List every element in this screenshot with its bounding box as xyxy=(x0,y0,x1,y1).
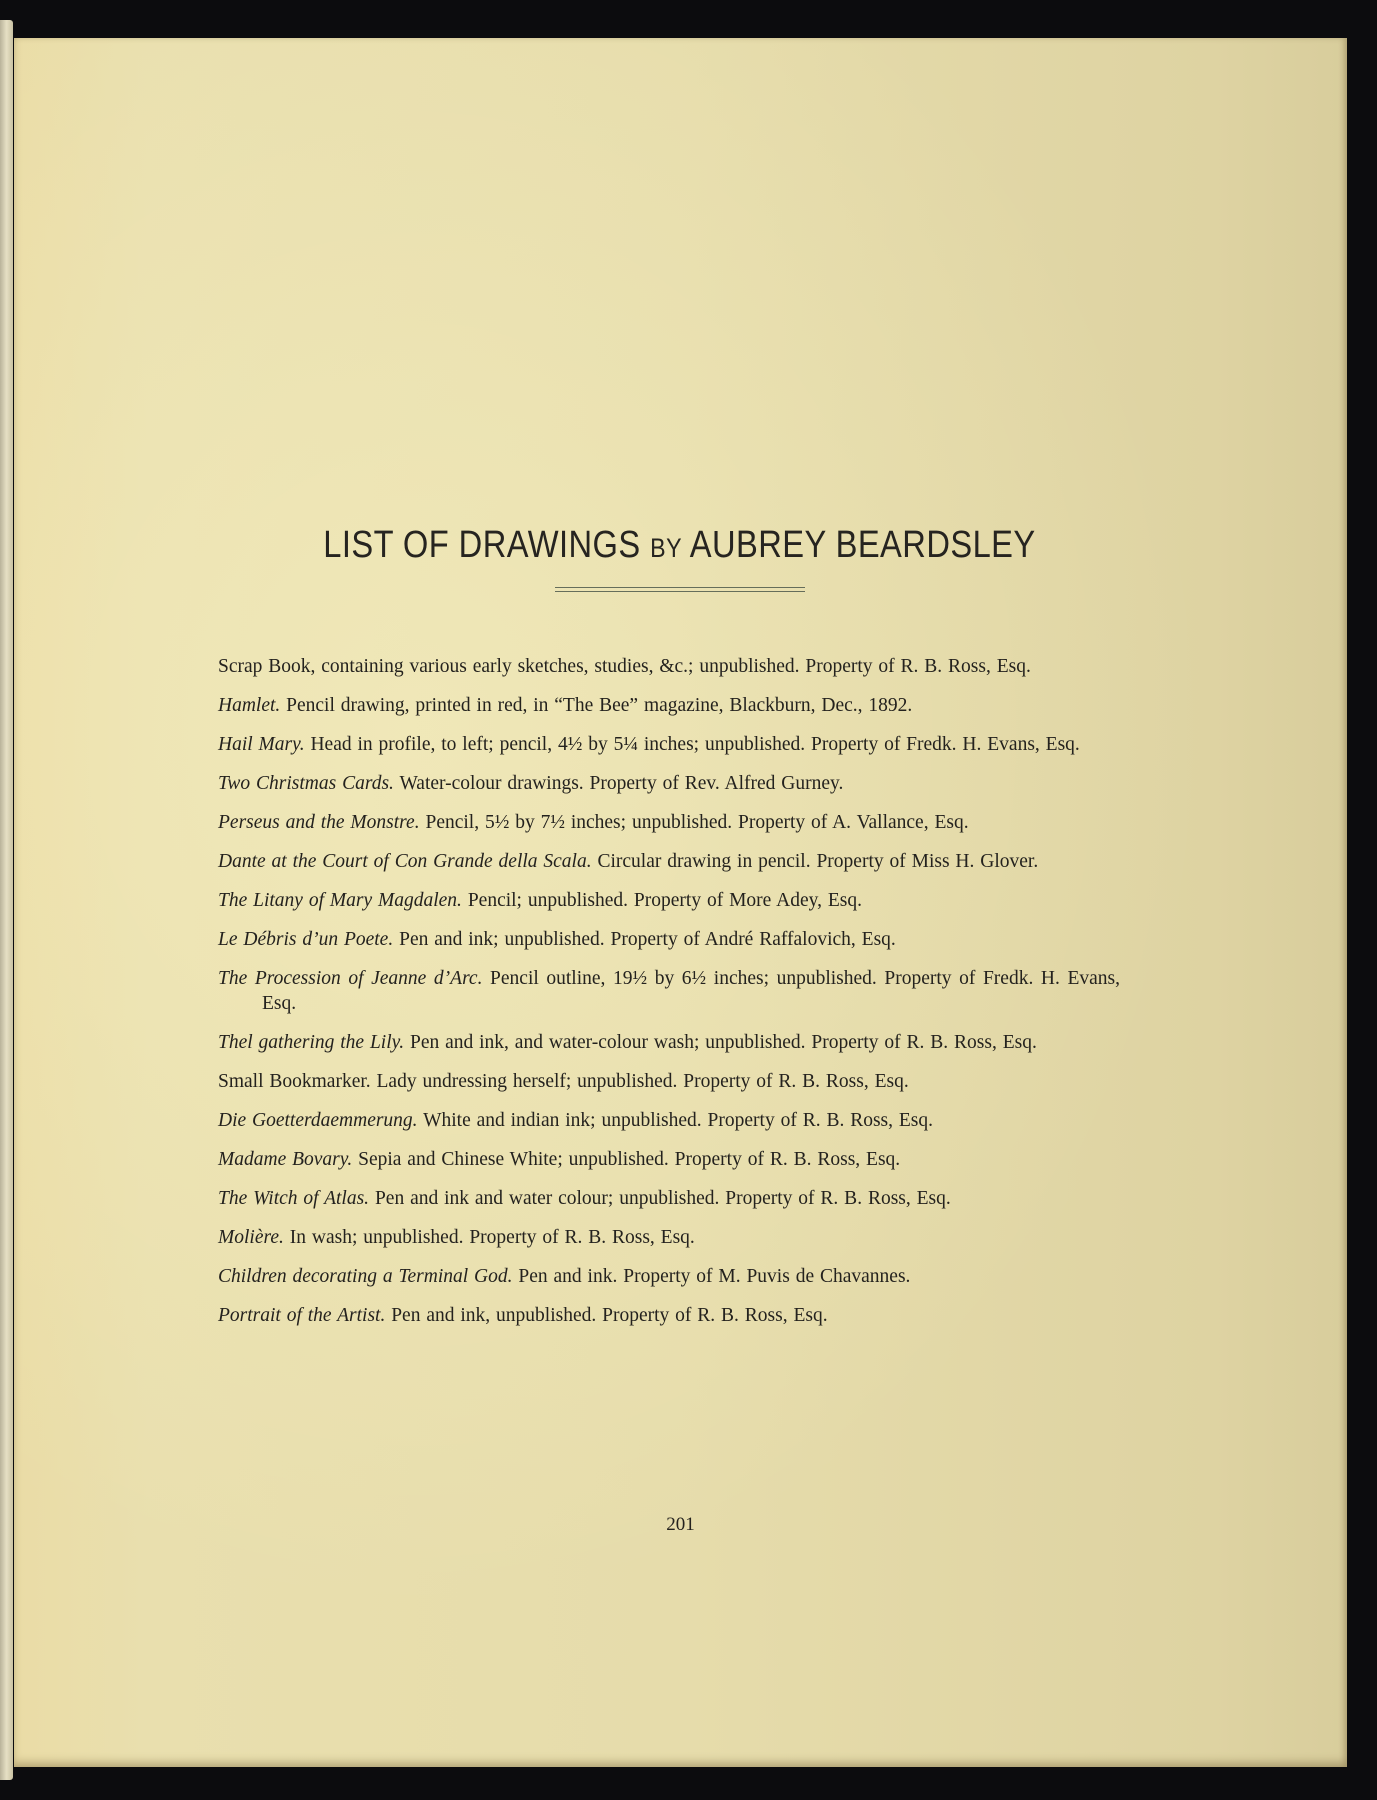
drawing-title: Dante at the Court of Con Grande della Scala. xyxy=(218,851,592,872)
drawing-title: Perseus and the Monstre. xyxy=(218,812,420,833)
book-page xyxy=(14,38,1347,1767)
drawing-title: Thel gathering the Lily. xyxy=(218,1032,405,1053)
drawing-title: Two Christmas Cards. xyxy=(218,773,394,794)
drawing-description: Small Bookmarker. Lady undressing herself; unpublished. Property of R. B. Ross, Esq. xyxy=(218,1071,909,1092)
list-item xyxy=(218,1186,1120,1211)
title-by: BY xyxy=(650,533,683,563)
list-item xyxy=(218,1069,1120,1094)
drawing-title: The Litany of Mary Magdalen. xyxy=(218,890,462,911)
drawing-title: Hamlet. xyxy=(218,695,281,716)
drawing-description: Pencil; unpublished. Property of More Adey, Esq. xyxy=(461,890,862,911)
title-part-2: AUBREY BEARDSLEY xyxy=(689,524,1036,566)
drawing-title: Hail Mary. xyxy=(218,734,305,755)
page-title xyxy=(106,524,1252,567)
book-edge xyxy=(0,20,13,1780)
drawing-title: The Witch of Atlas. xyxy=(218,1188,370,1209)
drawing-description: Pencil outline, 19½ by 6½ inches; unpublished. Property of Fredk. H. Evans, Esq. xyxy=(262,968,1120,1014)
list-item xyxy=(218,732,1120,757)
list-item xyxy=(218,654,1120,679)
drawing-description: Water-colour drawings. Property of Rev. Alfred Gurney. xyxy=(393,773,844,794)
title-double-rule xyxy=(555,587,805,592)
drawing-title: The Procession of Jeanne d’Arc. xyxy=(218,968,483,989)
list-item xyxy=(218,771,1120,796)
list-item xyxy=(218,1264,1120,1289)
drawing-description: Pen and ink; unpublished. Property of André Raffalovich, Esq. xyxy=(393,929,896,950)
page-number: 201 xyxy=(666,1514,695,1535)
title-part-1: LIST OF DRAWINGS xyxy=(323,524,641,566)
drawing-description: Pencil drawing, printed in red, in “The Bee” magazine, Blackburn, Dec., 1892. xyxy=(280,695,913,716)
drawing-description: In wash; unpublished. Property of R. B. Ross, Esq. xyxy=(283,1227,695,1248)
drawing-description: Pen and ink and water colour; unpublished. Property of R. B. Ross, Esq. xyxy=(369,1188,951,1209)
drawing-title: Die Goetterdaemmerung. xyxy=(218,1110,418,1131)
drawing-description: Scrap Book, containing various early sketches, studies, &c.; unpublished. Property of R. B. Ross, Esq. xyxy=(218,656,1031,677)
list-item xyxy=(218,1303,1120,1328)
drawing-description: Sepia and Chinese White; unpublished. Property of R. B. Ross, Esq. xyxy=(352,1149,901,1170)
drawing-title: Children decorating a Terminal God. xyxy=(218,1266,513,1287)
list-item xyxy=(218,1225,1120,1250)
list-item xyxy=(218,966,1120,1016)
list-item xyxy=(218,849,1120,874)
drawing-description: Head in profile, to left; pencil, 4½ by 5¼ inches; unpublished. Property of Fredk. H. Evans, Esq. xyxy=(304,734,1080,755)
drawing-description: Pencil, 5½ by 7½ inches; unpublished. Property of A. Vallance, Esq. xyxy=(419,812,969,833)
drawing-title: Le Débris d’un Poete. xyxy=(218,929,394,950)
drawing-title: Portrait of the Artist. xyxy=(218,1305,386,1326)
list-item xyxy=(218,1147,1120,1172)
drawing-description: Pen and ink. Property of M. Puvis de Chavannes. xyxy=(512,1266,911,1287)
drawings-list xyxy=(218,654,1120,1342)
drawing-description: Pen and ink, and water-colour wash; unpublished. Property of R. B. Ross, Esq. xyxy=(404,1032,1037,1053)
drawing-description: Pen and ink, unpublished. Property of R. B. Ross, Esq. xyxy=(385,1305,828,1326)
list-item xyxy=(218,1108,1120,1133)
drawing-title: Molière. xyxy=(218,1227,284,1248)
list-item xyxy=(218,888,1120,913)
drawing-description: Circular drawing in pencil. Property of Miss H. Glover. xyxy=(591,851,1039,872)
list-item xyxy=(218,927,1120,952)
list-item xyxy=(218,1030,1120,1055)
drawing-title: Madame Bovary. xyxy=(218,1149,353,1170)
list-item xyxy=(218,693,1120,718)
list-item xyxy=(218,810,1120,835)
drawing-description: White and indian ink; unpublished. Property of R. B. Ross, Esq. xyxy=(417,1110,934,1131)
